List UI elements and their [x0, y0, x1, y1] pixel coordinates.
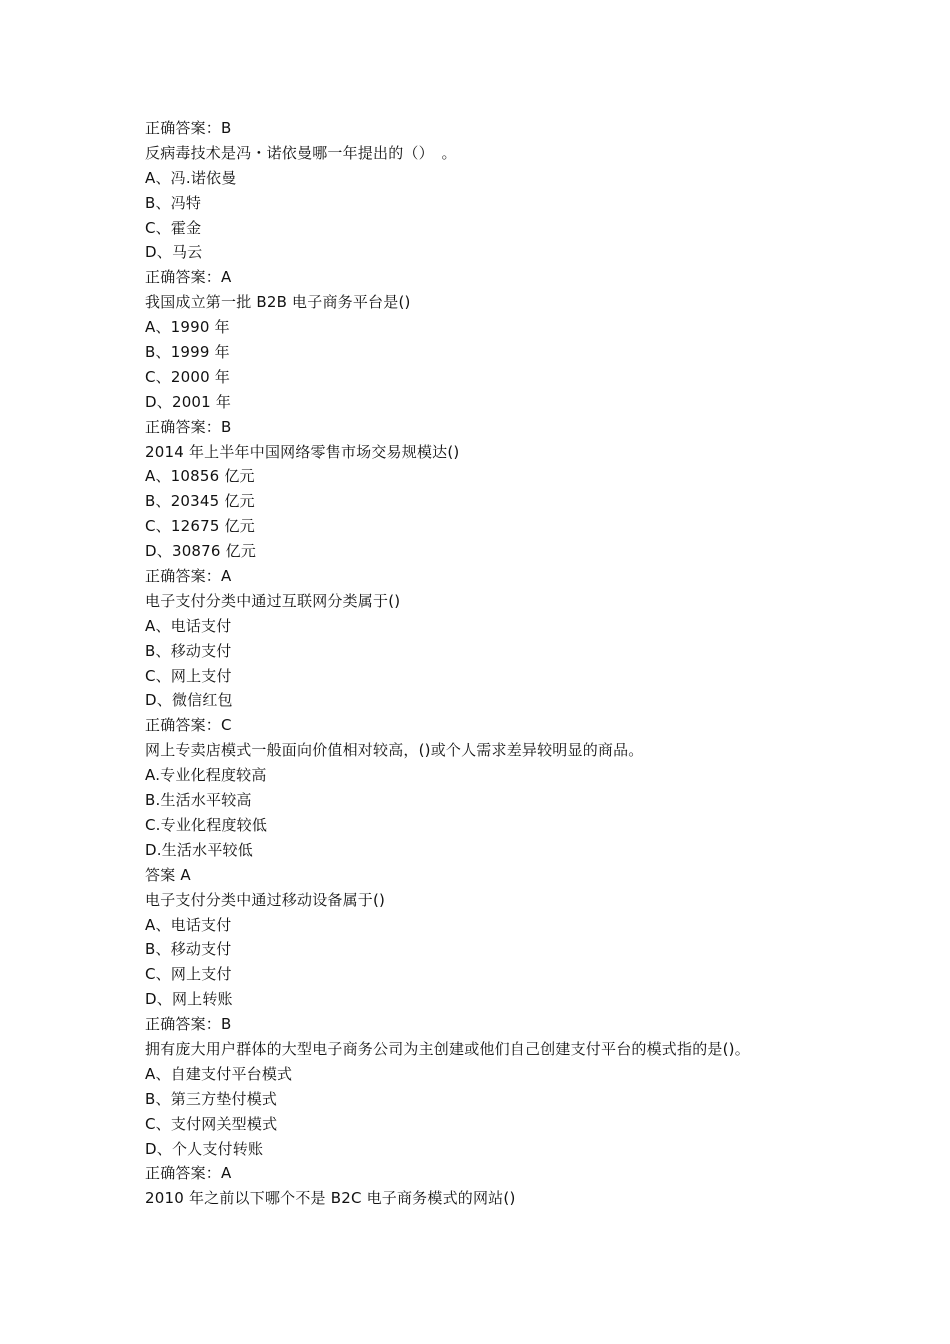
text-line: B.生活水平较高 [145, 791, 252, 810]
text-line: 正确答案：B [145, 1015, 232, 1034]
text-line: C、支付网关型模式 [145, 1114, 278, 1133]
text-line: A.专业化程度较高 [145, 766, 267, 785]
text-line: D、网上转账 [145, 990, 233, 1009]
text-line: 网上专卖店模式一般面向价值相对较高，()或个人需求差异较明显的商品。 [145, 741, 644, 760]
text-line: C.专业化程度较低 [145, 815, 268, 834]
text-line: 2010 年之前以下哪个不是 B2C 电子商务模式的网站() [145, 1189, 516, 1208]
text-line: B、移动支付 [145, 641, 232, 660]
text-line: 拥有庞大用户群体的大型电子商务公司为主创建或他们自己创建支付平台的模式指的是()。 [145, 1039, 750, 1058]
text-line: 正确答案：C [145, 716, 232, 735]
text-line: B、冯特 [145, 193, 202, 212]
text-line: 正确答案：A [145, 1164, 232, 1183]
text-line: 正确答案：A [145, 268, 232, 287]
text-line: A、1990 年 [145, 318, 230, 337]
text-line: D.生活水平较低 [145, 840, 253, 859]
text-line: B、1999 年 [145, 343, 230, 362]
text-line: C、霍金 [145, 218, 202, 237]
text-line: B、移动支付 [145, 940, 232, 959]
text-line: 电子支付分类中通过移动设备属于() [145, 890, 386, 909]
text-line: B、第三方垫付模式 [145, 1089, 278, 1108]
text-line: A、电话支付 [145, 616, 232, 635]
text-line: C、网上支付 [145, 965, 232, 984]
text-line: D、微信红包 [145, 691, 233, 710]
text-line: 反病毒技术是冯・诺依曼哪一年提出的（） 。 [145, 143, 457, 162]
text-line: A、电话支付 [145, 915, 232, 934]
text-line: A、10856 亿元 [145, 467, 255, 486]
text-line: D、马云 [145, 243, 203, 262]
text-line: C、12675 亿元 [145, 517, 255, 536]
text-line: C、2000 年 [145, 367, 231, 386]
text-line: C、网上支付 [145, 666, 232, 685]
text-line: D、2001 年 [145, 392, 232, 411]
document-body [145, 116, 845, 1211]
text-line: 我国成立第一批 B2B 电子商务平台是() [145, 293, 411, 312]
text-line: 答案 A [145, 865, 191, 884]
text-line: A、自建支付平台模式 [145, 1064, 293, 1083]
text-line: B、20345 亿元 [145, 492, 255, 511]
text-line: A、冯.诺依曼 [145, 168, 237, 187]
text-line: D、30876 亿元 [145, 542, 257, 561]
text-line: 正确答案：B [145, 119, 232, 137]
text-line: D、个人支付转账 [145, 1139, 264, 1158]
text-line: 2014 年上半年中国网络零售市场交易规模达() [145, 442, 460, 461]
text-line: 正确答案：B [145, 417, 232, 436]
text-line: 正确答案：A [145, 567, 232, 586]
text-line: 电子支付分类中通过互联网分类属于() [145, 591, 401, 610]
